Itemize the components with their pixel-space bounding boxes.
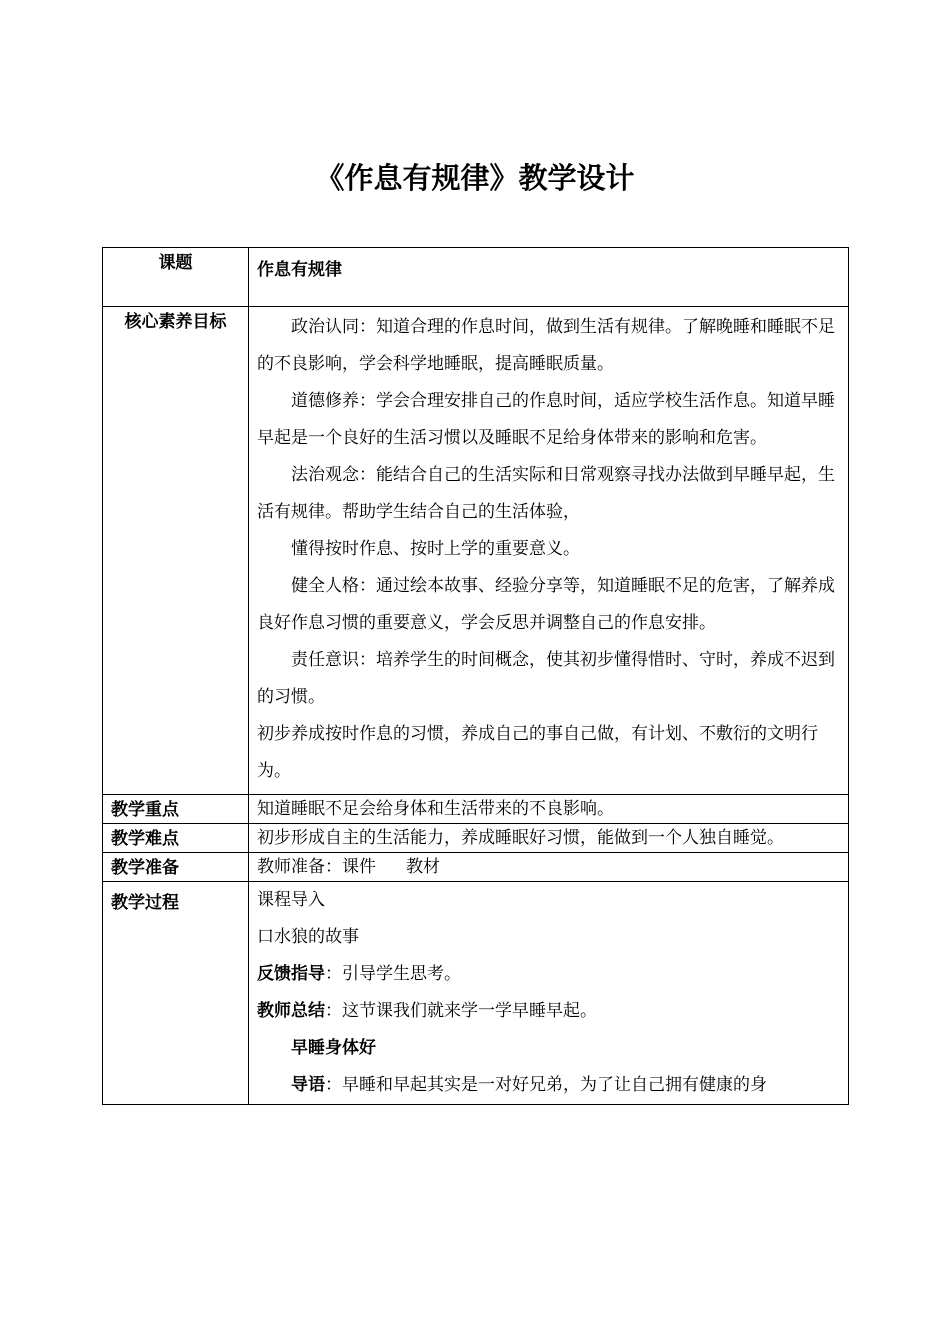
process-line (257, 956, 840, 993)
focus-label: 教学重点 (103, 795, 249, 824)
table-row (103, 853, 849, 882)
difficulty-value: 初步形成自主的生活能力，养成睡眠好习惯，能做到一个人独自睡觉。 (249, 824, 849, 853)
core-paragraph: 责任意识：培养学生的时间概念，使其初步懂得惜时、守时，养成不迟到的习惯。 (257, 650, 835, 707)
core-paragraph: 初步养成按时作息的习惯，养成自己的事自己做，有计划、不敷衍的文明行为。 (257, 724, 818, 781)
page-title: 《作息有规律》教学设计 (315, 161, 635, 195)
prep-label: 教学准备 (103, 853, 249, 882)
table-row (103, 248, 849, 307)
core-paragraph: 懂得按时作息、按时上学的重要意义。 (291, 539, 580, 559)
section-heading: 早睡身体好 (291, 1038, 376, 1058)
table-row (103, 882, 849, 1105)
process-line (257, 993, 840, 1030)
focus-value: 知道睡眠不足会给身体和生活带来的不良影响。 (249, 795, 849, 824)
core-paragraph: 道德修养：学会合理安排自己的作息时间，适应学校生活作息。知道早睡早起是一个良好的生活习惯以及睡眠不足给身体带来的影响和危害。 (257, 391, 835, 448)
topic-label: 课题 (103, 248, 249, 307)
difficulty-label: 教学难点 (103, 824, 249, 853)
core-paragraph: 政治认同：知道合理的作息时间，做到生活有规律。了解晚睡和睡眠不足的不良影响，学会科学地睡眠，提高睡眠质量。 (257, 317, 835, 374)
lesson-plan-table (102, 247, 849, 1105)
process-label: 教学过程 (103, 882, 249, 1105)
prep-value (249, 853, 849, 882)
core-paragraph: 健全人格：通过绘本故事、经验分享等，知道睡眠不足的危害，了解养成良好作息习惯的重要意义，学会反思并调整自己的作息安排。 (257, 576, 835, 633)
guide-text: ：早睡和早起其实是一对好兄弟，为了让自己拥有健康的身 (325, 1075, 767, 1095)
table-row (103, 795, 849, 824)
summary-text: ：这节课我们就来学一学早睡早起。 (325, 1001, 597, 1021)
prep-text: 教师准备：课件 (257, 857, 376, 877)
prep-material: 教材 (406, 857, 440, 877)
table-row (103, 307, 849, 795)
feedback-label: 反馈指导 (257, 964, 325, 984)
process-line (257, 1067, 840, 1104)
process-content (249, 882, 849, 1105)
table-row (103, 824, 849, 853)
guide-label: 导语 (291, 1075, 325, 1095)
core-paragraph: 法治观念：能结合自己的生活实际和日常观察寻找办法做到早睡早起，生活有规律。帮助学生结合自己的生活体验， (257, 465, 835, 522)
summary-label: 教师总结 (257, 1001, 325, 1021)
core-content (249, 307, 849, 795)
topic-value: 作息有规律 (249, 248, 849, 307)
core-label: 核心素养目标 (103, 307, 249, 795)
feedback-text: ：引导学生思考。 (325, 964, 461, 984)
process-line: 课程导入 (257, 890, 325, 910)
process-line: 口水狼的故事 (257, 927, 359, 947)
